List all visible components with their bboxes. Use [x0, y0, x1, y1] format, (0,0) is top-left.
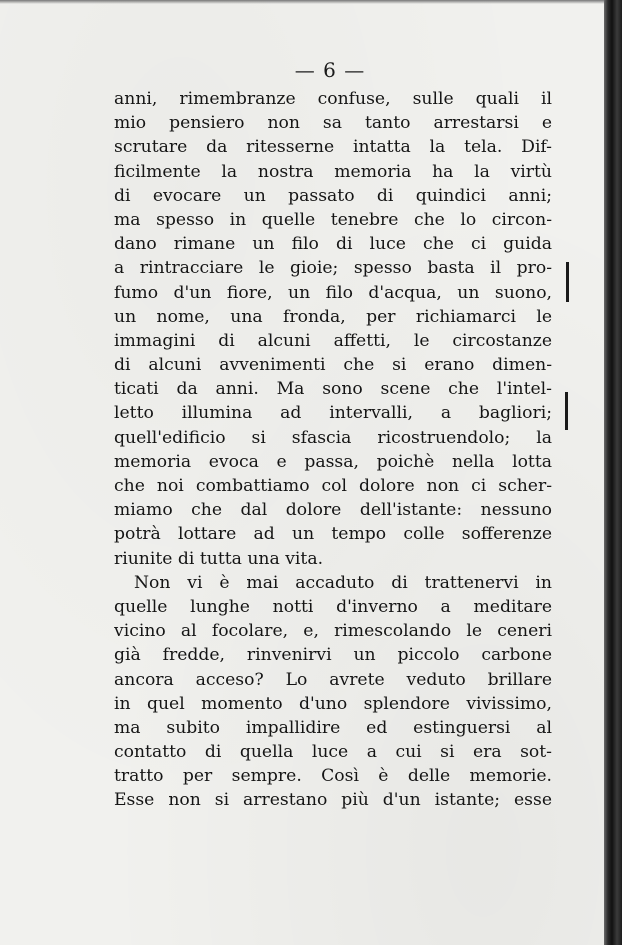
- text-line: letto illumina ad intervalli, a bagliori;: [114, 403, 552, 424]
- page-top-edge: [0, 0, 604, 4]
- text-line: Esse non si arrestano più d'un istante; esse: [114, 790, 552, 811]
- text-line: anni, rimembranze confuse, sulle quali il: [114, 89, 552, 109]
- text-line: già fredde, rinvenirvi un piccolo carbone: [114, 645, 552, 666]
- text-line: tratto per sempre. Così è delle memorie.: [114, 766, 552, 787]
- text-line: scrutare da ritesserne intatta la tela. Dif-: [114, 137, 552, 158]
- book-binding-edge: [604, 0, 622, 945]
- margin-mark: [565, 392, 568, 430]
- text-line: fumo d'un fiore, un filo d'acqua, un suono,: [114, 282, 552, 303]
- text-line: mio pensiero non sa tanto arrestarsi e: [114, 113, 552, 134]
- text-line: in quel momento d'uno splendore vivissimo,: [114, 693, 552, 714]
- text-line: ancora acceso? Lo avrete veduto brillare: [114, 669, 552, 690]
- margin-mark: [566, 262, 569, 302]
- text-line: contatto di quella luce a cui si era sot-: [114, 742, 552, 763]
- text-line: vicino al focolare, e, rimescolando le ceneri: [114, 621, 552, 642]
- text-line: ma spesso in quelle tenebre che lo circon-: [114, 209, 552, 230]
- text-line: immagini di alcuni affetti, le circostanze: [114, 330, 552, 351]
- text-line: miamo che dal dolore dell'istante: nessuno: [114, 500, 552, 521]
- text-line: riunite di tutta una vita.: [114, 548, 324, 569]
- text-line: ma subito impallidire ed estinguersi al: [114, 717, 552, 738]
- text-line: quelle lunghe notti d'inverno a meditare: [114, 596, 552, 617]
- text-line: di evocare un passato di quindici anni;: [114, 185, 552, 206]
- text-line: Non vi è mai accaduto di trattenervi in: [134, 572, 552, 593]
- text-line: che noi combattiamo col dolore non ci scher-: [114, 476, 552, 496]
- text-line: memoria evoca e passa, poichè nella lotta: [114, 451, 552, 472]
- text-line: a rintracciare le gioie; spesso basta il pro-: [114, 258, 552, 279]
- text-line: di alcuni avvenimenti che si erano dimen-: [114, 355, 552, 376]
- text-line: ticati da anni. Ma sono scene che l'intel-: [114, 379, 552, 400]
- text-line: quell'edificio si sfascia ricostruendolo; la: [114, 427, 552, 448]
- page-number: — 6 —: [294, 58, 366, 82]
- body-text: [114, 87, 552, 813]
- text-line: potrà lottare ad un tempo colle sofferenze: [114, 524, 552, 545]
- text-line: un nome, una fronda, per richiamarci le: [114, 306, 552, 327]
- text-line: ficilmente la nostra memoria ha la virtù: [114, 161, 552, 182]
- text-line: dano rimane un filo di luce che ci guida: [114, 234, 552, 255]
